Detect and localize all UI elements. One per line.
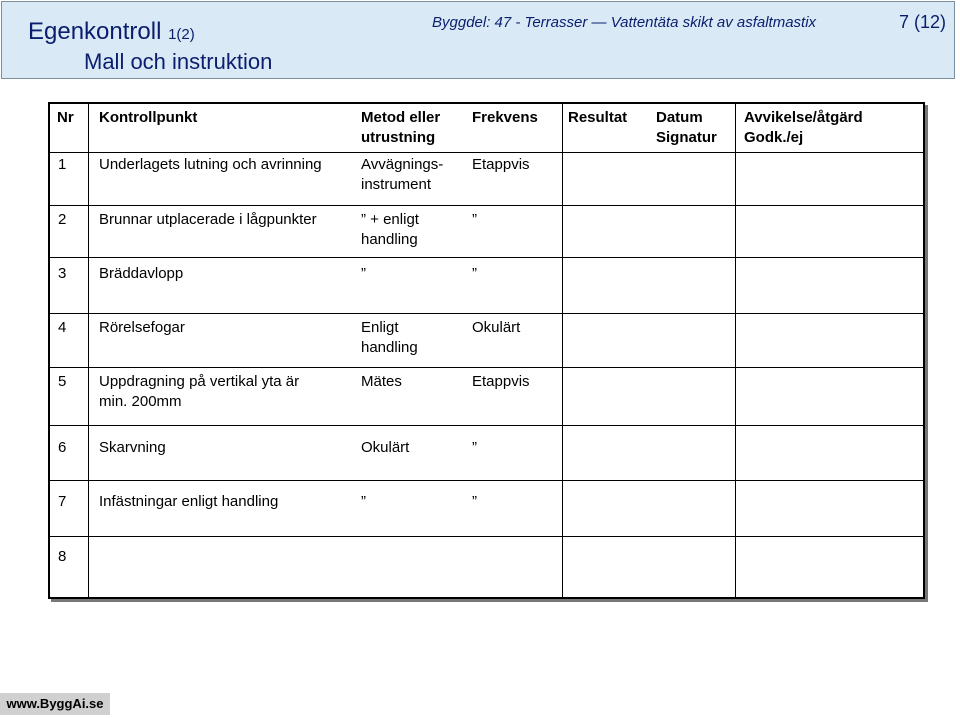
row-kontrollpunkt: Infästningar enligt handling — [99, 493, 279, 510]
row-frekvens: ” — [472, 493, 477, 510]
row-divider — [48, 205, 925, 206]
row-nr: 8 — [58, 548, 67, 565]
title-part-indicator: 1(2) — [168, 26, 195, 43]
row-divider — [48, 257, 925, 258]
row-divider — [48, 425, 925, 426]
row-kontrollpunkt: Brunnar utplacerade i lågpunkter — [99, 211, 317, 228]
row-frekvens: ” — [472, 265, 477, 282]
row-metod: Enligt handling — [361, 319, 418, 356]
row-frekvens: Etappvis — [472, 156, 530, 173]
website-watermark: www.ByggAi.se — [0, 693, 110, 715]
column-divider — [88, 102, 89, 599]
document-subtitle: Mall och instruktion — [84, 49, 273, 74]
row-nr: 1 — [58, 156, 67, 173]
control-table — [48, 102, 925, 599]
row-divider — [48, 536, 925, 537]
row-frekvens: ” — [472, 211, 477, 228]
header-datum: Datum Signatur — [656, 109, 717, 146]
page-number: 7 (12) — [898, 12, 946, 32]
row-metod: Okulärt — [361, 439, 410, 456]
row-frekvens: Okulärt — [472, 319, 521, 336]
row-metod: ” + enligt handling — [361, 211, 419, 248]
header-resultat: Resultat — [568, 109, 628, 126]
row-nr: 3 — [58, 265, 67, 282]
document-title — [28, 18, 195, 49]
row-kontrollpunkt: Underlagets lutning och avrinning — [99, 156, 322, 173]
row-divider — [48, 367, 925, 368]
row-metod: ” — [361, 265, 366, 282]
header-metod: Metod eller utrustning — [361, 109, 441, 146]
row-frekvens: ” — [472, 439, 477, 456]
row-divider — [48, 313, 925, 314]
row-metod: ” — [361, 493, 366, 510]
row-kontrollpunkt: Uppdragning på vertikal yta är min. 200mm — [99, 373, 300, 410]
row-frekvens: Etappvis — [472, 373, 530, 390]
row-kontrollpunkt: Skarvning — [99, 439, 166, 456]
row-nr: 4 — [58, 319, 67, 336]
header-avvikelse: Avvikelse/åtgärd Godk./ej — [744, 109, 863, 146]
row-nr: 5 — [58, 373, 67, 390]
row-divider — [48, 152, 925, 153]
row-nr: 7 — [58, 493, 67, 510]
column-divider — [735, 102, 736, 599]
section-label: Byggdel: 47 - Terrasser — Vattentäta skikt av asfaltmastix — [432, 14, 817, 31]
row-kontrollpunkt: Rörelsefogar — [99, 319, 185, 336]
row-nr: 2 — [58, 211, 67, 228]
document-header — [1, 1, 955, 79]
title-text: Egenkontroll — [28, 18, 162, 45]
column-divider — [562, 102, 563, 599]
header-nr: Nr — [57, 109, 74, 126]
header-frekvens: Frekvens — [472, 109, 538, 126]
row-divider — [48, 480, 925, 481]
row-kontrollpunkt: Bräddavlopp — [99, 265, 184, 282]
row-nr: 6 — [58, 439, 67, 456]
row-metod: Mätes — [361, 373, 402, 390]
header-kontrollpunkt: Kontrollpunkt — [99, 109, 198, 126]
row-metod: Avvägnings-instrument — [361, 156, 444, 193]
